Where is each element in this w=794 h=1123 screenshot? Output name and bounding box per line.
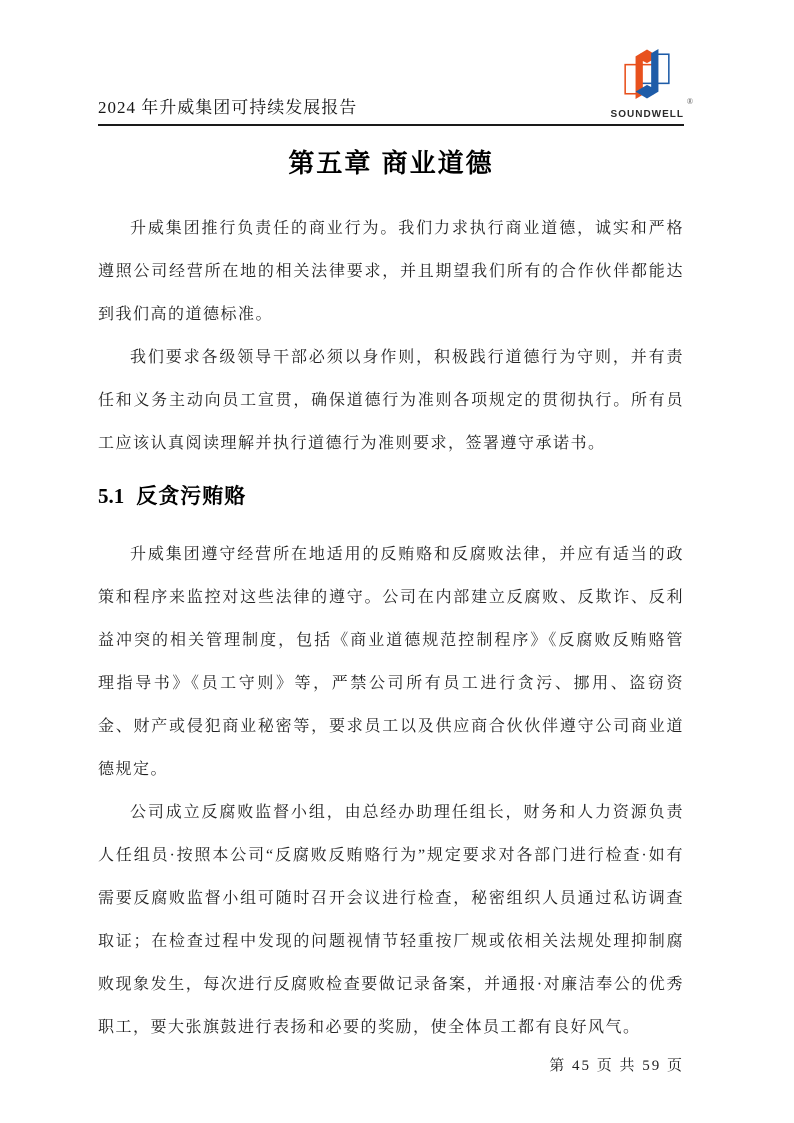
page-number-footer: 第 45 页 共 59 页 — [549, 1058, 684, 1074]
paragraph-supervision-team: 公司成立反腐败监督小组，由总经办助理任组长，财务和人力资源负责人任组员·按照本公司“反腐败反贿赂行为”规定要求对各部门进行检查·如有需要反腐败监督小组可随时召开会议进行检查，秘密组织人员通过私访调查取证；在检查过程中发现的问题视情节轻重按厂规或依相关法规处理抑制腐败现象发生，每次进行反腐败检查要做记录备案，并通报·对廉洁奉公的优秀职工，要大张旗鼓进行表扬和必要的奖励，使全体员工都有良好风气。 — [98, 804, 684, 1036]
paragraph-leadership-duty: 我们要求各级领导干部必须以身作则，积极践行道德行为守则，并有责任和义务主动向员工宣贯，确保道德行为准则各项规定的贯彻执行。所有员工应该认真阅读理解并执行道德行为准则要求，签署遵守承诺书。 — [98, 349, 684, 452]
section-title: 反贪污贿赂 — [136, 485, 247, 508]
header-divider — [98, 124, 684, 126]
section-heading-5-1 — [98, 479, 684, 514]
logo-wordmark: SOUNDWELL — [610, 109, 684, 120]
page-header — [98, 0, 693, 124]
paragraph-ethics-intro: 升威集团推行负责任的商业行为。我们力求执行商业道德，诚实和严格遵照公司经营所在地的相关法律要求，并且期望我们所有的合作伙伴都能达到我们高的道德标准。 — [98, 220, 684, 323]
document-body — [98, 207, 684, 1049]
logo-text-row — [610, 97, 693, 122]
chapter-title: 第五章 商业道德 — [288, 148, 494, 178]
section-number: 5.1 — [98, 484, 125, 508]
company-logo — [610, 46, 693, 124]
report-header-title: 2024 年升威集团可持续发展报告 — [98, 98, 358, 117]
paragraph-anticorruption-policy: 升威集团遵守经营所在地适用的反贿赂和反腐败法律，并应有适当的政策和程序来监控对这些法律的遵守。公司在内部建立反腐败、反欺诈、反利益冲突的相关管理制度，包括《商业道德规范控制程序》《反腐败反贿赂管理指导书》《员工守则》等，严禁公司所有员工进行贪污、挪用、盗窃资金、财产或侵犯商业秘密等，要求员工以及供应商合伙伙伴遵守公司商业道德规定。 — [98, 546, 684, 778]
soundwell-logo-icon — [621, 46, 673, 102]
registered-trademark-symbol: ® — [686, 97, 693, 106]
